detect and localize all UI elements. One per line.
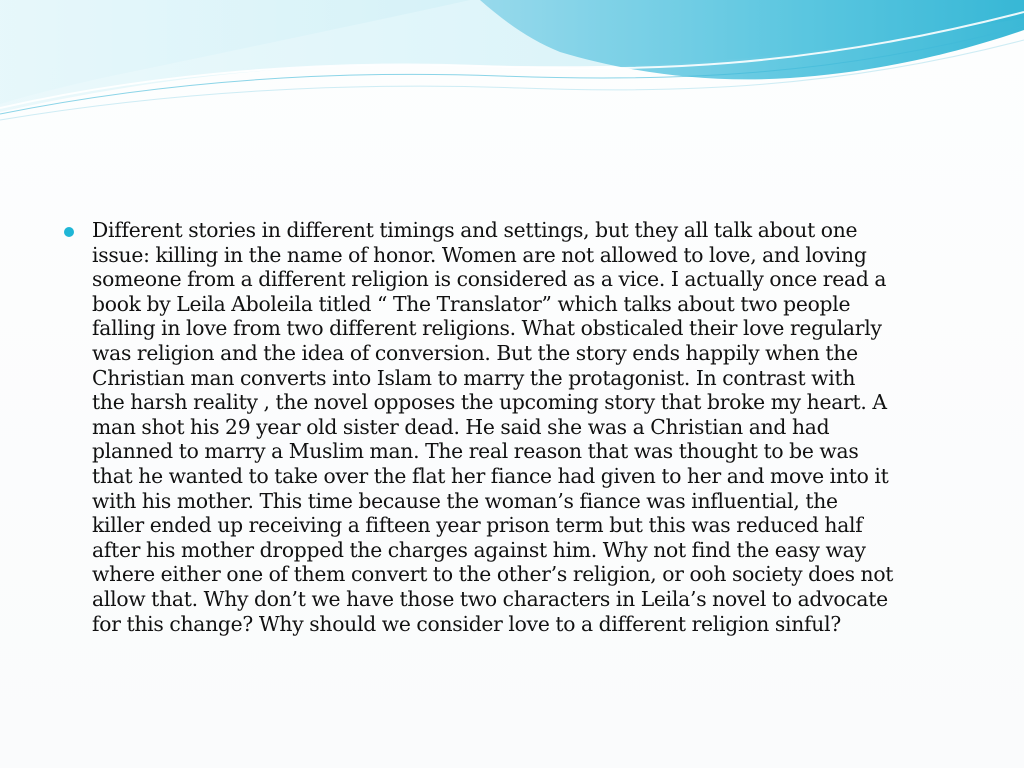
bullet-dot-icon <box>64 227 74 237</box>
wave-header-decoration <box>0 0 1024 130</box>
content-area <box>92 218 972 636</box>
body-paragraph: Different stories in different timings and settings, but they all talk about one issue: killing in the name of honor. Women are not allowed to love, and loving someone from a different religion is considered as a vice. I actually once read a book by Leila Aboleila titled “ The Translator” which talks about two people falling in love from two different religions. What obsticaled their love regularly was religion and the idea of conversion. But the story ends happily when the Christian man converts into Islam to marry the protagonist. In contrast with the harsh reality , the novel opposes the upcoming story that broke my heart. A man shot his 29 year old sister dead. He said she was a Christian and had planned to marry a Muslim man. The real reason that was thought to be was that he wanted to take over the flat her fiance had given to her and move into it with his mother. This time because the woman’s fiance was influential, the killer ended up receiving a fifteen year prison term but this was reduced half after his mother dropped the charges against him. Why not find the easy way where either one of them convert to the other’s religion, or ooh society does not allow that. Why don’t we have those two characters in Leila’s novel to advocate for this change? Why should we consider love to a different religion sinful? <box>92 218 894 636</box>
